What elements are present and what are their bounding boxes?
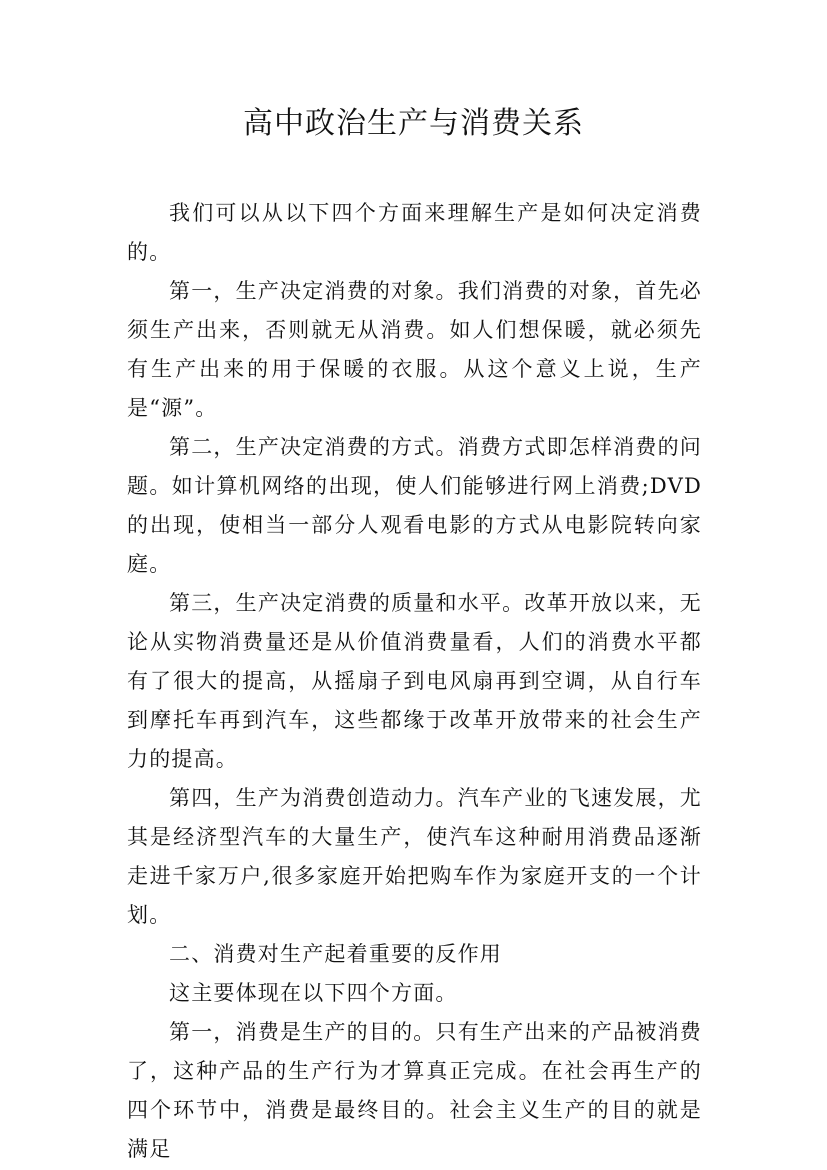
paragraph-section-intro: 这主要体现在以下四个方面。 xyxy=(169,981,458,1005)
paragraph-point-2: 第二，生产决定消费的方式。消费方式即怎样消费的问题。如计算机网络的出现，使人们能够进行网上消费;DVD的出现，使相当一部分人观看电影的方式从电影院转向家庭。 xyxy=(127,435,702,576)
document-title: 高中政治生产与消费关系 xyxy=(243,106,584,141)
paragraph-consumption-1: 第一，消费是生产的目的。只有生产出来的产品被消费了，这种产品的生产行为才算真正完成。在社会再生产的四个环节中，消费是最终目的。社会主义生产的目的就是满足 xyxy=(127,1020,702,1161)
document-body xyxy=(127,194,702,1169)
section-heading: 二、消费对生产起着重要的反作用 xyxy=(169,942,502,966)
paragraph-point-1: 第一，生产决定消费的对象。我们消费的对象，首先必须生产出来，否则就无从消费。如人们想保暖，就必须先有生产出来的用于保暖的衣服。从这个意义上说，生产是“源”。 xyxy=(127,279,702,420)
paragraph-point-3: 第三，生产决定消费的质量和水平。改革开放以来，无论从实物消费量还是从价值消费量看，人们的消费水平都有了很大的提高，从摇扇子到电风扇再到空调，从自行车到摩托车再到汽车，这些都缘于改革开放带来的社会生产力的提高。 xyxy=(127,591,702,771)
paragraph-intro: 我们可以从以下四个方面来理解生产是如何决定消费的。 xyxy=(127,201,702,264)
paragraph-point-4: 第四，生产为消费创造动力。汽车产业的飞速发展，尤其是经济型汽车的大量生产，使汽车这种耐用消费品逐渐走进千家万户,很多家庭开始把购车作为家庭开支的一个计划。 xyxy=(127,786,702,927)
